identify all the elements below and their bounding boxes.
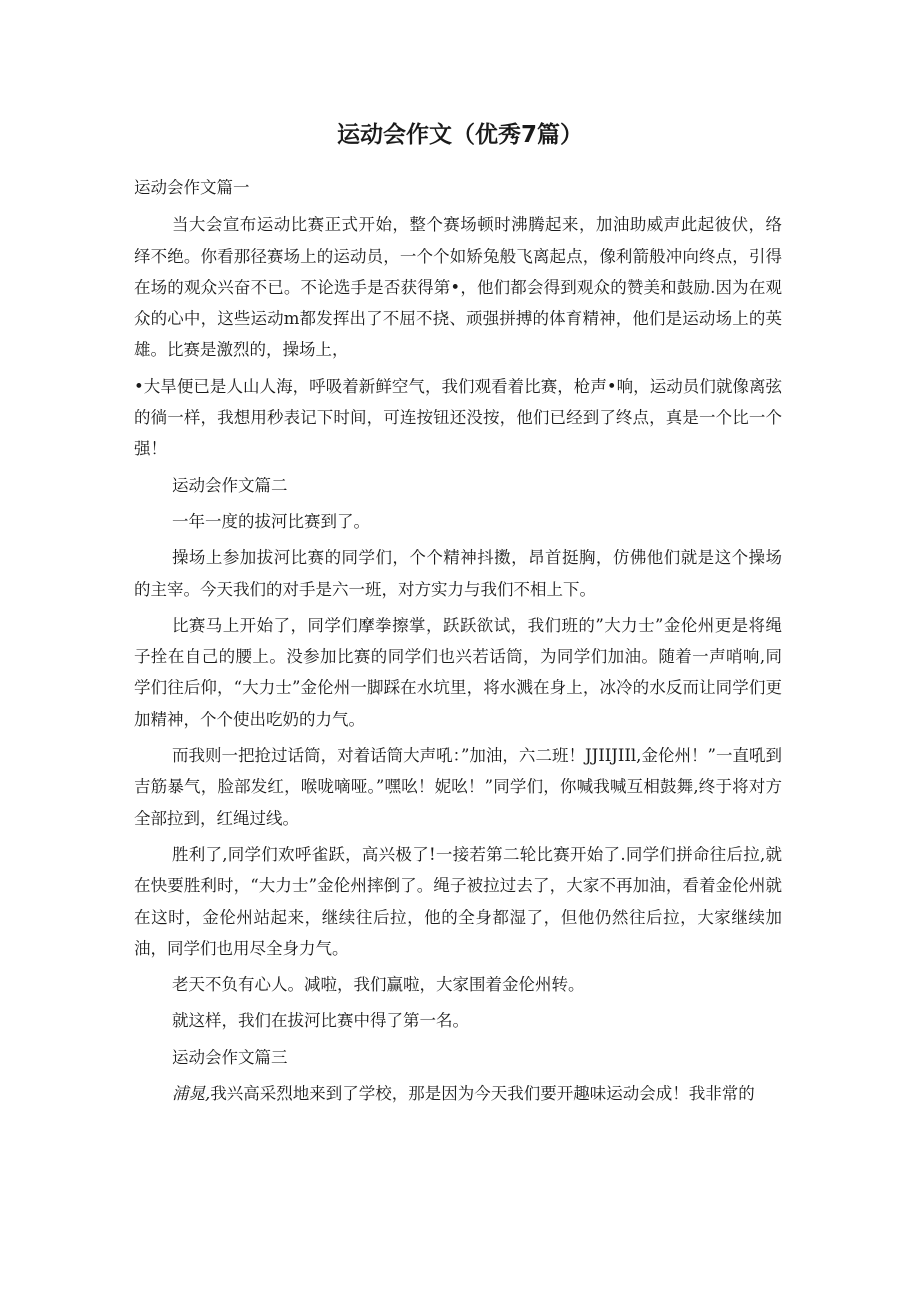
paragraph: 当大会宣布运动比赛正式开始，整个赛场顿时沸腾起来，加油助威声此起彼伏，络绎不绝。你看那径赛场上的运动员，一个个如矫兔般飞离起点，像利箭般冲向终点，引得在场的观众兴奋不已。不论选手是否获得第•，他们都会得到观众的赞美和鼓励.因为在观众的心中，这些运动m都发挥出了不屈不挠、顽强拼搏的体育精神，他们是运动场上的英雄。比赛是激烈的，操场上， [134,215,782,360]
paragraph: 操场上参加拔河比赛的同学们，个个精神抖擞，昂首挺胸，仿佛他们就是这个操场的主宰。今天我们的对手是六一班，对方实力与我们不相上下。 [134,548,782,599]
section-heading-3: 运动会作文篇三 [171,1047,288,1067]
section-heading-1: 运动会作文篇一 [134,178,250,197]
paragraph-last [134,1078,782,1109]
document-title: 运动会作文（优秀7篇） [336,122,583,148]
paragraph: 老天不负有心人。减啦，我们赢啦，大家围着金伦州转。 [171,975,585,995]
document-body [134,172,782,1114]
paragraph: •大旱便已是人山人海，呼吸着新鲜空气，我们观看着比赛，枪声•响，运动员们就像离弦的徜一样，我想用秒表记下时间，可连按钮还没按，他们已经到了终点，真是一个比一个强！ [134,376,782,459]
paragraph: 比赛马上开始了，同学们摩拳擦掌，跃跃欲试，我们班的”大力士”金伦州更是将绳子拴在自己的腰上。没参加比赛的同学们也兴若话筒，为同学们加油。随着一声哨响,同学们往后仰，“大力士”金伦州一脚踩在水坑里，将水溅在身上，冰冷的水反而让同学们更加精神，个个使出吃奶的力气。 [134,615,782,729]
paragraph-lead: 浦晁, [171,1084,211,1104]
paragraph-rest: 我兴高采烈地来到了学校，那是因为今天我们要开趣味运动会成！我非常的 [210,1084,755,1104]
paragraph: 就这样，我们在拔河比赛中得了第一名。 [171,1011,469,1031]
paragraph: 而我则一把抢过话筒，对着话筒大声吼：”加油，六二班！JJIIJIIl,金伦州！”一直吼到吉筋暴气，脸部发红，喉咙嘀哑。”嘿吆！妮吆！”同学们，你喊我喊互相鼓舞,终于将对方全部拉到，红绳过线。 [134,746,782,828]
paragraph: 胜利了,同学们欢呼雀跃，高兴极了!一接若第二轮比赛开始了.同学们拼命往后拉,就在快要胜利时，“大力士”金伦州摔倒了。绳子被拉过去了，大家不再加油，看着金伦州就在这时，金伦州站起来，继续往后拉，他的全身都湿了，但他仍然往后拉，大家继续加油，同学们也用尽全身力气。 [134,844,782,958]
section-heading-2: 运动会作文篇二 [171,475,288,495]
paragraph: 一年一度的拔河比赛到了。 [171,511,370,531]
